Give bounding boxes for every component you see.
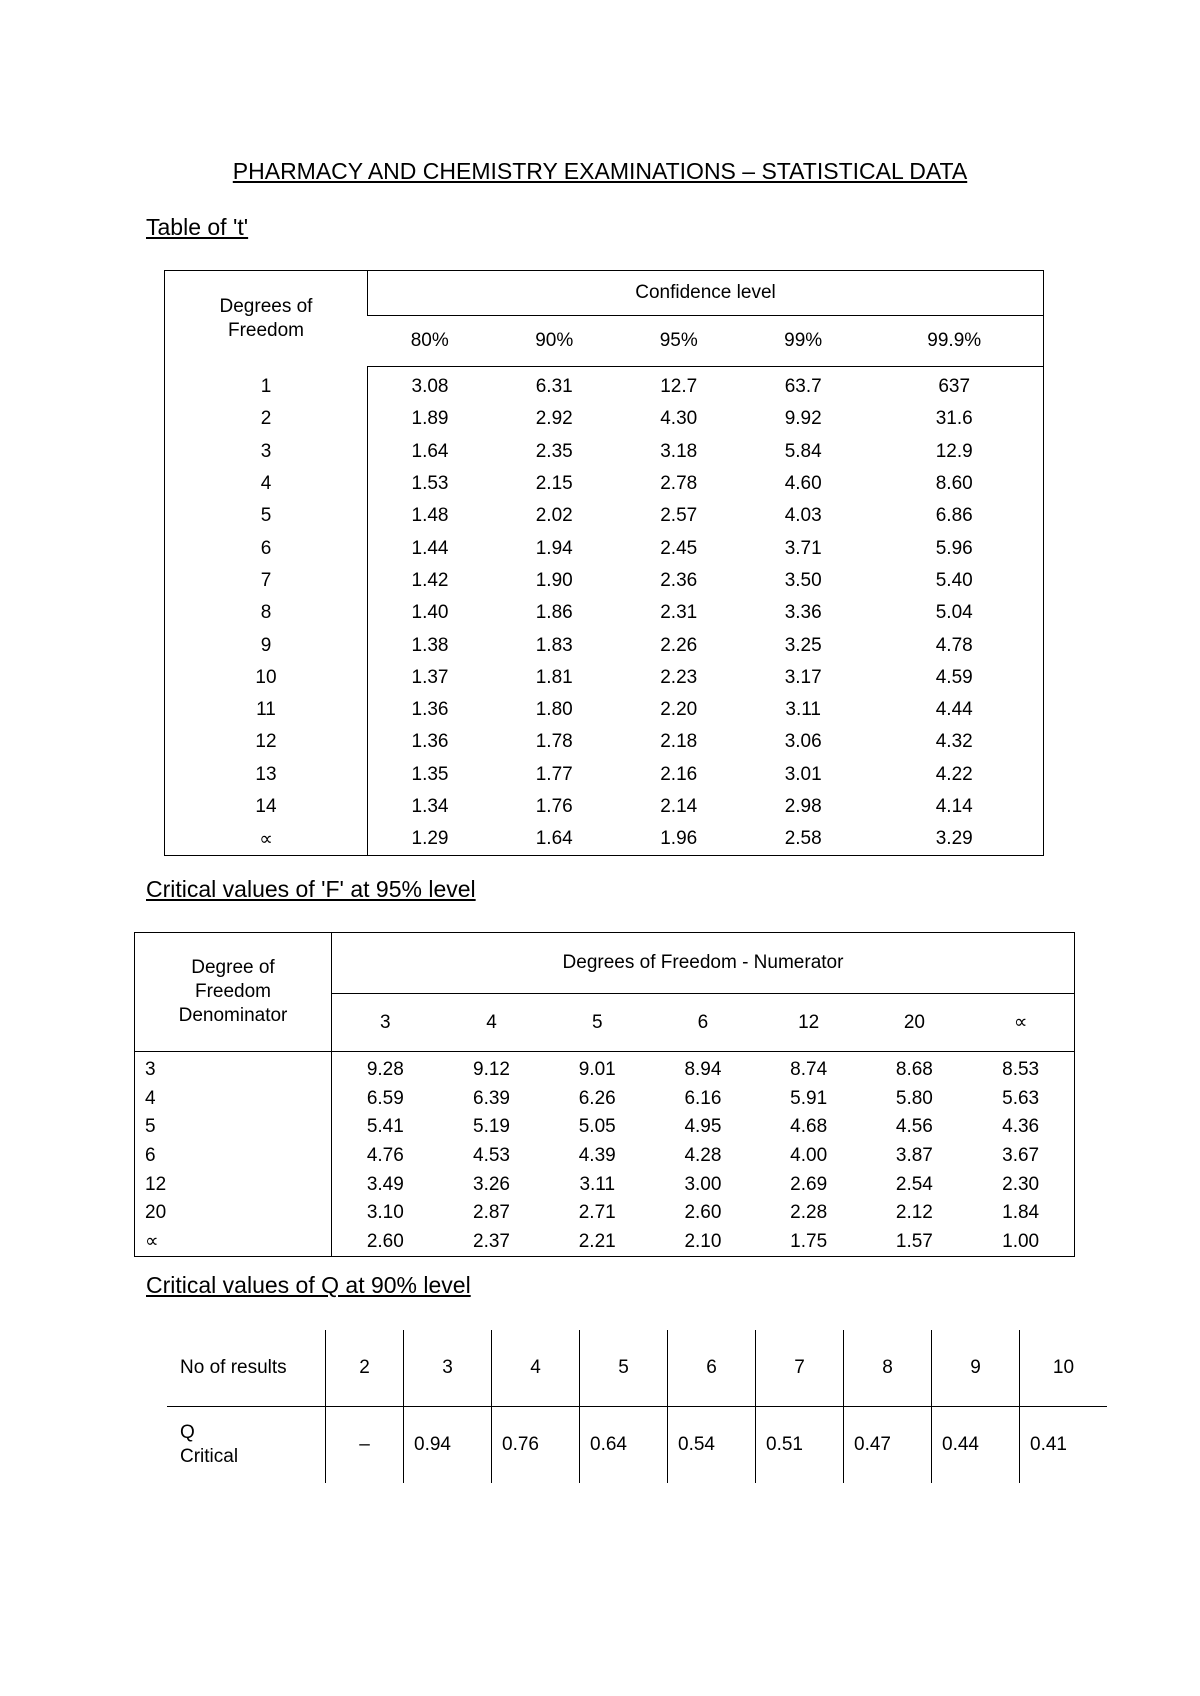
t-value-cell: 3.06 bbox=[784, 731, 822, 753]
t-value-cell: 2.18 bbox=[660, 731, 698, 753]
t-df-cell: 9 bbox=[165, 629, 368, 661]
t-value-cell: 1.76 bbox=[535, 796, 573, 817]
t-df-cell: 3 bbox=[165, 436, 368, 468]
f-value-cell: 1.75 bbox=[756, 1228, 862, 1257]
page-title: PHARMACY AND CHEMISTRY EXAMINATIONS – STATISTICAL DATA bbox=[232, 158, 968, 184]
f-value-cell: 2.30 bbox=[967, 1170, 1074, 1199]
f-value-cell: 3.49 bbox=[366, 1173, 404, 1195]
f-value-cell: 4.76 bbox=[366, 1145, 404, 1167]
f-df-cell: 4 bbox=[135, 1085, 332, 1114]
t-value-cell: 4.22 bbox=[865, 759, 1043, 791]
t-value-cell: 1.35 bbox=[411, 763, 449, 785]
q-value-cell: 0.76 bbox=[492, 1407, 580, 1484]
t-value-cell: 1.89 bbox=[411, 408, 449, 430]
f-value-cell: 2.28 bbox=[790, 1202, 828, 1224]
q-results-cell: 7 bbox=[756, 1330, 844, 1407]
t-value-cell: 1.42 bbox=[411, 569, 449, 591]
t-value-cell: 2.57 bbox=[660, 505, 698, 527]
f-table-row bbox=[135, 1113, 1075, 1142]
f-value-cell: 2.54 bbox=[895, 1173, 933, 1195]
f-table-row bbox=[135, 1085, 1075, 1114]
t-value-cell: 8.60 bbox=[865, 468, 1043, 500]
t-level-header: 80% bbox=[368, 316, 492, 367]
t-df-cell: 2 bbox=[165, 403, 368, 435]
f-denom-line2: Freedom bbox=[194, 981, 272, 1002]
t-df-header bbox=[165, 271, 368, 367]
f-table-row bbox=[135, 1142, 1075, 1171]
q-label-line2: Critical bbox=[180, 1446, 239, 1467]
f-value-cell: 8.74 bbox=[790, 1059, 828, 1081]
t-value-cell: 3.29 bbox=[865, 823, 1043, 856]
t-df-header-line2: Freedom bbox=[227, 319, 305, 341]
t-value-cell: 2.92 bbox=[535, 408, 573, 430]
f-value-cell: 1.57 bbox=[862, 1228, 968, 1257]
q-results-cell: 4 bbox=[492, 1330, 580, 1407]
f-numerator-cell: ∝ bbox=[967, 994, 1074, 1052]
t-value-cell: 4.32 bbox=[865, 726, 1043, 758]
f-value-cell: 9.01 bbox=[578, 1059, 616, 1081]
f-df-cell: 5 bbox=[135, 1113, 332, 1142]
f-value-cell: 2.21 bbox=[544, 1228, 650, 1257]
f-value-cell: 2.10 bbox=[650, 1228, 756, 1257]
q-table-heading: Critical values of Q at 90% level bbox=[146, 1272, 471, 1298]
q-value-cell: 0.47 bbox=[844, 1407, 932, 1484]
t-df-cell: 12 bbox=[165, 726, 368, 758]
t-value-cell: 2.45 bbox=[660, 537, 698, 559]
q-table bbox=[167, 1330, 1107, 1483]
t-value-cell: 1.34 bbox=[411, 796, 449, 817]
f-value-cell: 6.59 bbox=[366, 1087, 404, 1109]
f-numerator-cell: 5 bbox=[544, 994, 650, 1052]
t-level-header: 90% bbox=[492, 316, 616, 367]
t-table bbox=[164, 270, 1044, 856]
t-level-header: 99% bbox=[741, 316, 865, 367]
f-numerator-cell: 3 bbox=[332, 994, 439, 1052]
q-results-cell: 6 bbox=[668, 1330, 756, 1407]
t-value-cell: 2.31 bbox=[660, 602, 698, 624]
t-value-cell: 2.20 bbox=[660, 699, 698, 721]
t-value-cell: 6.86 bbox=[865, 500, 1043, 532]
t-value-cell: 3.08 bbox=[411, 376, 449, 398]
f-value-cell: 5.05 bbox=[578, 1116, 616, 1138]
t-table-row bbox=[165, 403, 1044, 435]
t-value-cell: 3.11 bbox=[785, 699, 821, 721]
f-value-cell: 2.87 bbox=[473, 1202, 510, 1224]
t-df-cell: 13 bbox=[165, 759, 368, 791]
f-value-cell: 4.56 bbox=[895, 1116, 933, 1138]
f-value-cell: 6.26 bbox=[578, 1087, 616, 1109]
f-value-cell: 3.26 bbox=[473, 1173, 510, 1195]
f-value-cell: 5.19 bbox=[473, 1116, 510, 1138]
f-numerator-header: Degrees of Freedom - Numerator bbox=[332, 933, 1075, 994]
f-value-cell: 3.00 bbox=[684, 1173, 722, 1195]
t-value-cell: 1.94 bbox=[535, 537, 573, 559]
q-critical-label bbox=[167, 1407, 326, 1484]
f-value-cell: 5.41 bbox=[366, 1116, 404, 1138]
q-value-cell: 0.44 bbox=[932, 1407, 1020, 1484]
f-value-cell: 8.68 bbox=[895, 1059, 933, 1081]
q-results-cell: 2 bbox=[326, 1330, 404, 1407]
f-df-cell: 20 bbox=[135, 1199, 332, 1228]
t-table-row bbox=[165, 759, 1044, 791]
t-table-row bbox=[165, 371, 1044, 403]
t-df-cell: 11 bbox=[165, 694, 368, 726]
t-value-cell: 2.15 bbox=[535, 473, 573, 495]
f-table-row bbox=[135, 1170, 1075, 1199]
f-value-cell: 4.68 bbox=[790, 1116, 828, 1138]
f-value-cell: 3.67 bbox=[967, 1142, 1074, 1171]
t-value-cell: 4.60 bbox=[784, 473, 822, 495]
q-results-cell: 9 bbox=[932, 1330, 1020, 1407]
q-results-cell: 3 bbox=[404, 1330, 492, 1407]
f-value-cell: 3.10 bbox=[366, 1202, 404, 1224]
t-value-cell: 1.78 bbox=[535, 731, 573, 753]
f-value-cell: 4.00 bbox=[790, 1145, 828, 1167]
t-value-cell: 12.7 bbox=[660, 376, 698, 398]
t-value-cell: 6.31 bbox=[535, 376, 573, 398]
f-df-cell: ∝ bbox=[135, 1228, 332, 1257]
f-numerator-cell: 20 bbox=[862, 994, 968, 1052]
f-value-cell: 1.00 bbox=[967, 1228, 1074, 1257]
t-value-cell: 3.71 bbox=[784, 537, 822, 559]
f-denominator-header bbox=[135, 933, 332, 1052]
t-table-row bbox=[165, 629, 1044, 661]
t-value-cell: 1.48 bbox=[411, 505, 449, 527]
t-level-header: 95% bbox=[616, 316, 740, 367]
f-value-cell: 5.63 bbox=[967, 1085, 1074, 1114]
q-value-cell: 0.64 bbox=[580, 1407, 668, 1484]
f-value-cell: 3.87 bbox=[895, 1145, 933, 1167]
t-value-cell: 3.01 bbox=[784, 763, 822, 785]
t-value-cell: 1.77 bbox=[535, 763, 573, 785]
t-value-cell: 2.36 bbox=[660, 569, 698, 591]
t-df-cell: 10 bbox=[165, 662, 368, 694]
t-df-cell: 1 bbox=[165, 371, 368, 403]
t-df-cell: 4 bbox=[165, 468, 368, 500]
f-value-cell: 2.71 bbox=[578, 1202, 616, 1224]
t-table-row bbox=[165, 694, 1044, 726]
t-value-cell: 1.64 bbox=[492, 823, 616, 856]
t-table-row bbox=[165, 823, 1044, 856]
q-value-cell: 0.94 bbox=[404, 1407, 492, 1484]
t-value-cell: 1.53 bbox=[411, 473, 449, 495]
t-table-row bbox=[165, 500, 1044, 532]
f-value-cell: 2.60 bbox=[684, 1202, 722, 1224]
t-value-cell: 2.14 bbox=[660, 796, 698, 817]
q-results-cell: 10 bbox=[1020, 1330, 1108, 1407]
t-value-cell: 12.9 bbox=[865, 436, 1043, 468]
t-value-cell: 3.50 bbox=[784, 569, 822, 591]
t-df-cell: 5 bbox=[165, 500, 368, 532]
t-value-cell: 1.80 bbox=[535, 699, 573, 721]
t-value-cell: 1.64 bbox=[411, 440, 449, 462]
f-numerator-cell: 6 bbox=[650, 994, 756, 1052]
t-value-cell: 5.40 bbox=[865, 565, 1043, 597]
f-value-cell: 6.39 bbox=[473, 1087, 510, 1109]
t-value-cell: 2.23 bbox=[660, 666, 698, 688]
t-df-cell: 14 bbox=[165, 791, 368, 823]
t-value-cell: 1.83 bbox=[535, 634, 573, 656]
t-table-row bbox=[165, 791, 1044, 823]
f-table bbox=[134, 932, 1075, 1257]
q-value-cell: 0.41 bbox=[1030, 1434, 1067, 1455]
t-value-cell: 4.14 bbox=[865, 791, 1043, 823]
t-value-cell: 2.26 bbox=[660, 634, 698, 656]
t-table-row bbox=[165, 597, 1044, 629]
t-value-cell: 5.96 bbox=[865, 532, 1043, 564]
f-value-cell: 9.12 bbox=[473, 1059, 510, 1081]
t-table-row bbox=[165, 662, 1044, 694]
f-value-cell: 4.39 bbox=[578, 1145, 616, 1167]
f-value-cell: 5.80 bbox=[895, 1087, 933, 1109]
t-value-cell: 1.81 bbox=[535, 666, 573, 688]
f-value-cell: 3.11 bbox=[579, 1173, 616, 1195]
t-table-row bbox=[165, 532, 1044, 564]
t-value-cell: 1.90 bbox=[535, 569, 573, 591]
t-value-cell: 2.35 bbox=[535, 440, 573, 462]
t-value-cell: 5.84 bbox=[784, 440, 822, 462]
q-critical-row bbox=[167, 1407, 1107, 1484]
f-table-heading: Critical values of 'F' at 95% level bbox=[146, 876, 476, 902]
t-value-cell: 2.02 bbox=[535, 505, 573, 527]
t-table-row bbox=[165, 436, 1044, 468]
t-confidence-header: Confidence level bbox=[368, 271, 1044, 316]
t-value-cell: 1.36 bbox=[411, 731, 449, 753]
f-value-cell: 4.36 bbox=[967, 1113, 1074, 1142]
t-value-cell: 5.04 bbox=[865, 597, 1043, 629]
t-value-cell: 1.96 bbox=[616, 823, 740, 856]
t-value-cell: 3.18 bbox=[660, 440, 698, 462]
t-df-cell: 7 bbox=[165, 565, 368, 597]
f-value-cell: 2.60 bbox=[332, 1228, 439, 1257]
t-value-cell: 4.44 bbox=[865, 694, 1043, 726]
f-denom-line1: Degree of bbox=[191, 957, 275, 978]
t-value-cell: 1.36 bbox=[411, 699, 449, 721]
t-df-cell: 6 bbox=[165, 532, 368, 564]
q-value-cell: 0.54 bbox=[668, 1407, 756, 1484]
t-table-row bbox=[165, 565, 1044, 597]
t-value-cell: 4.78 bbox=[865, 629, 1043, 661]
f-table-row bbox=[135, 1228, 1075, 1257]
t-level-header: 99.9% bbox=[865, 316, 1043, 367]
f-value-cell: 4.95 bbox=[684, 1116, 722, 1138]
t-value-cell: 4.59 bbox=[865, 662, 1043, 694]
f-table-row bbox=[135, 1052, 1075, 1085]
t-value-cell: 1.40 bbox=[411, 602, 449, 624]
f-df-cell: 6 bbox=[135, 1142, 332, 1171]
q-results-cell: 8 bbox=[844, 1330, 932, 1407]
t-value-cell: 3.17 bbox=[784, 666, 822, 688]
f-value-cell: 5.91 bbox=[790, 1087, 828, 1109]
f-value-cell: 4.53 bbox=[473, 1145, 510, 1167]
t-value-cell: 1.86 bbox=[535, 602, 573, 624]
t-value-cell: 2.16 bbox=[660, 763, 698, 785]
q-results-label: No of results bbox=[167, 1330, 326, 1407]
f-value-cell: 2.37 bbox=[439, 1228, 545, 1257]
t-value-cell: 1.38 bbox=[411, 634, 449, 656]
t-value-cell: 9.92 bbox=[784, 408, 822, 430]
q-label-line1: Q bbox=[180, 1422, 195, 1443]
f-value-cell: 1.84 bbox=[967, 1199, 1074, 1228]
f-value-cell: 8.53 bbox=[967, 1052, 1074, 1085]
f-value-cell: 8.94 bbox=[684, 1059, 722, 1081]
t-table-row bbox=[165, 726, 1044, 758]
t-value-cell: 4.03 bbox=[784, 505, 822, 527]
t-value-cell: 2.58 bbox=[741, 823, 865, 856]
q-value-cell: 0.51 bbox=[756, 1407, 844, 1484]
t-value-cell: 1.44 bbox=[411, 537, 449, 559]
t-value-cell: 1.37 bbox=[411, 666, 449, 688]
t-value-cell: 637 bbox=[865, 371, 1043, 403]
q-value-cell: – bbox=[326, 1407, 404, 1484]
t-value-cell: 31.6 bbox=[865, 403, 1043, 435]
f-numerator-cell: 4 bbox=[439, 994, 545, 1052]
f-value-cell: 6.16 bbox=[684, 1087, 722, 1109]
t-value-cell: 1.29 bbox=[368, 823, 492, 856]
t-table-row bbox=[165, 468, 1044, 500]
t-value-cell: 2.78 bbox=[660, 473, 698, 495]
f-value-cell: 9.28 bbox=[366, 1059, 404, 1081]
t-value-cell: 2.98 bbox=[784, 796, 822, 817]
t-df-cell: 8 bbox=[165, 597, 368, 629]
t-value-cell: 3.25 bbox=[784, 634, 822, 656]
t-value-cell: 4.30 bbox=[660, 408, 698, 430]
t-df-header-line1: Degrees of bbox=[219, 295, 313, 317]
q-results-cell: 5 bbox=[580, 1330, 668, 1407]
f-denom-line3: Denominator bbox=[178, 1005, 288, 1026]
f-value-cell: 2.69 bbox=[790, 1173, 828, 1195]
f-df-cell: 3 bbox=[135, 1052, 332, 1085]
q-results-row bbox=[167, 1330, 1107, 1407]
t-value-cell: 3.36 bbox=[784, 602, 822, 624]
t-table-heading: Table of 't' bbox=[146, 214, 249, 240]
f-df-cell: 12 bbox=[135, 1170, 332, 1199]
t-df-cell: ∝ bbox=[165, 823, 368, 856]
f-table-row bbox=[135, 1199, 1075, 1228]
f-value-cell: 4.28 bbox=[684, 1145, 722, 1167]
f-value-cell: 2.12 bbox=[895, 1202, 933, 1224]
t-value-cell: 63.7 bbox=[784, 376, 822, 398]
f-numerator-cell: 12 bbox=[756, 994, 862, 1052]
